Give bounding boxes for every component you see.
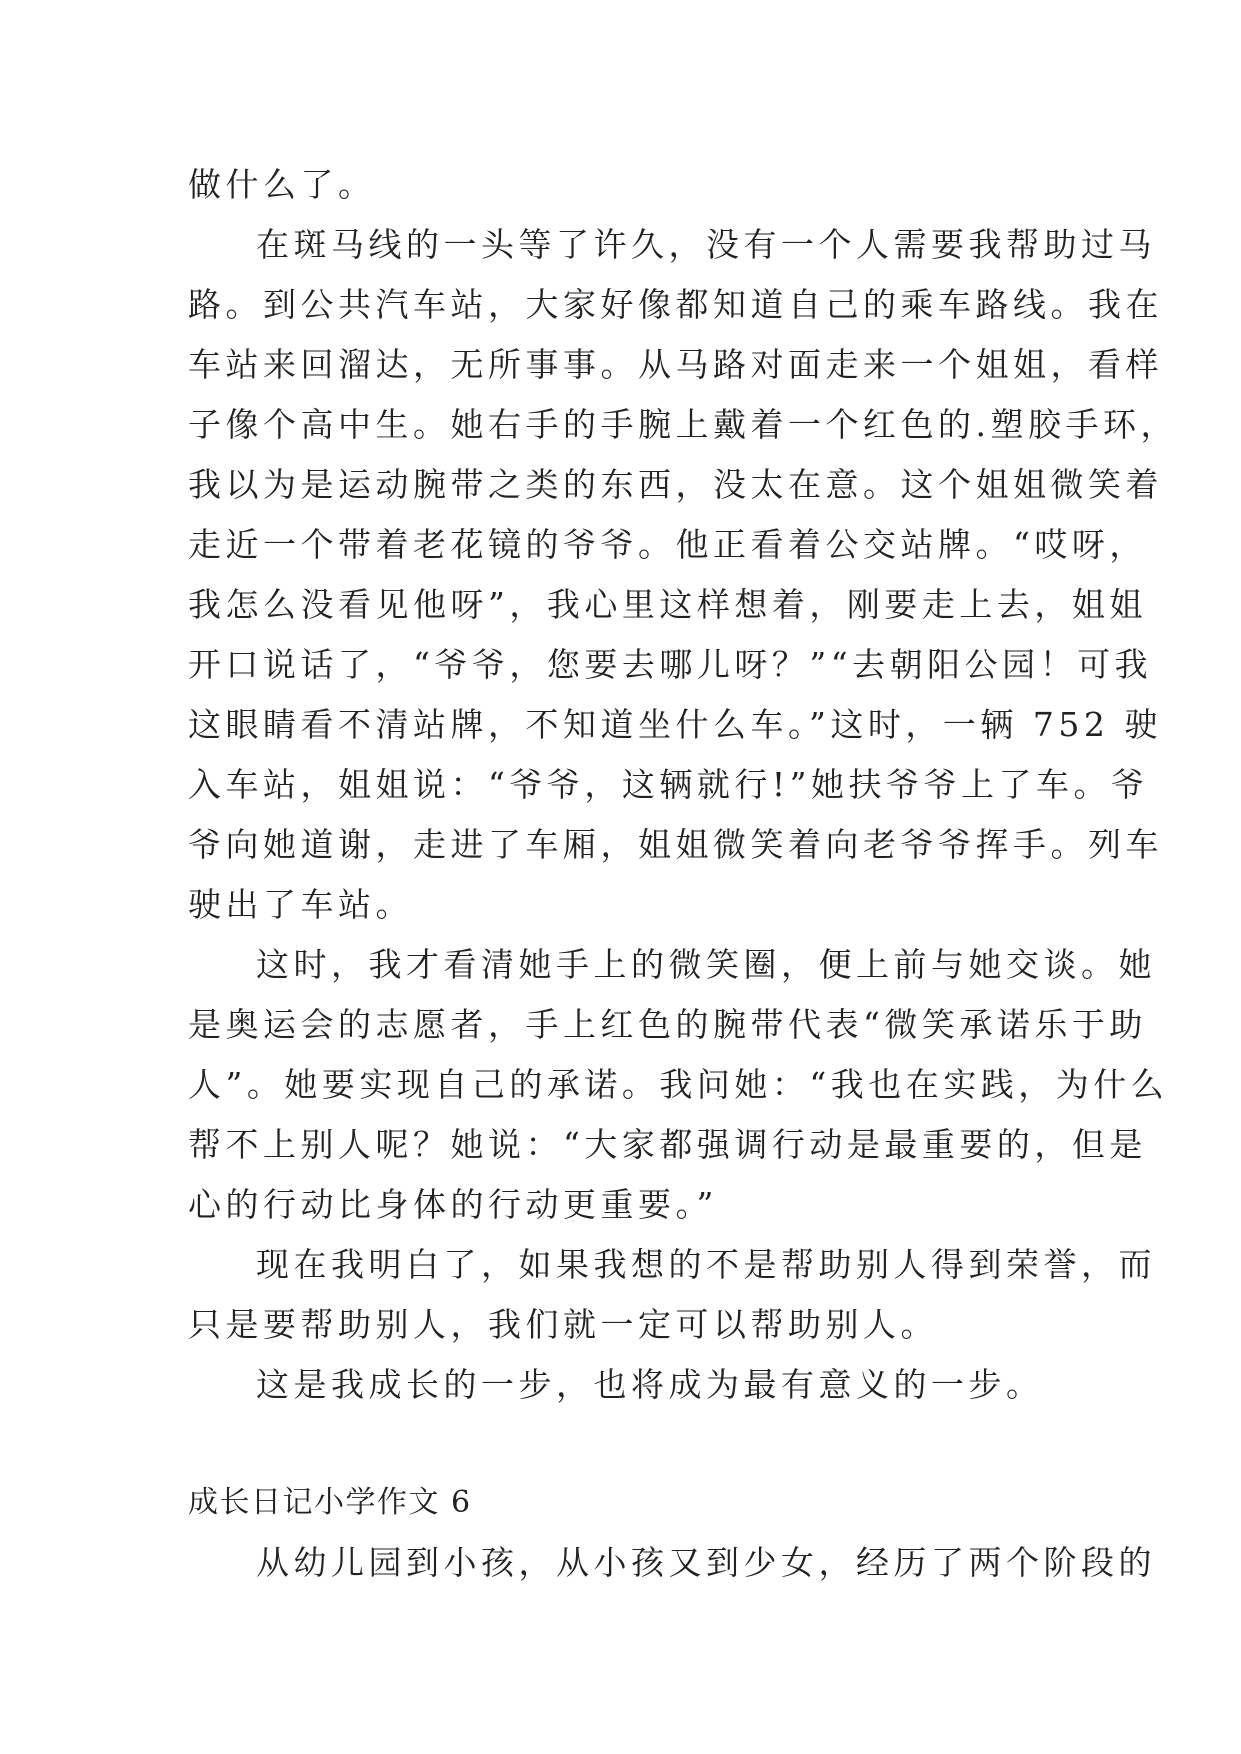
text-line: 这眼睛看不清站牌，不知道坐什么车。”这时，一辆 752 驶	[188, 705, 1162, 744]
section-heading: 成长日记小学作文 6	[188, 1485, 472, 1520]
text-line: 人”。她要实现自己的承诺。我问她：“我也在实践，为什么	[188, 1065, 1169, 1104]
section-gap	[188, 1415, 1058, 1473]
text-line: 路。到公共汽车站，大家好像都知道自己的乘车路线。我在	[188, 285, 1163, 324]
text-line: 心的行动比身体的行动更重要。”	[188, 1185, 718, 1224]
text-line: 这时，我才看清她手上的微笑圈，便上前与她交谈。她	[256, 945, 1156, 984]
document-page	[188, 155, 1178, 1593]
next-essay-body	[188, 1533, 1156, 1593]
text-line: 只是要帮助别人，我们就一定可以帮助别人。	[188, 1305, 938, 1344]
essay-body	[188, 155, 1178, 1415]
text-line: 爷向她道谢，走进了车厢，姐姐微笑着向老爷爷挥手。列车	[188, 825, 1163, 864]
text-line: 子像个高中生。她右手的手腕上戴着一个红色的.塑胶手环，	[188, 405, 1178, 444]
text-line: 从幼儿园到小孩，从小孩又到少女，经历了两个阶段的	[256, 1543, 1156, 1582]
text-line: 我以为是运动腕带之类的东西，没太在意。这个姐姐微笑着	[188, 465, 1163, 504]
text-line: 走近一个带着老花镜的爷爷。他正看着公交站牌。“哎呀，	[188, 525, 1147, 564]
text-line: 现在我明白了，如果我想的不是帮助别人得到荣誉，而	[256, 1245, 1156, 1284]
text-line: 开口说话了，“爷爷，您要去哪儿呀？”“去朝阳公园！可我	[188, 645, 1153, 684]
text-line: 驶出了车站。	[188, 885, 413, 924]
text-line: 帮不上别人呢？她说：“大家都强调行动是最重要的，但是	[188, 1125, 1147, 1164]
text-line: 这是我成长的一步，也将成为最有意义的一步。	[256, 1365, 1044, 1404]
text-line: 入车站，姐姐说：“爷爷，这辆就行!”她扶爷爷上了车。爷	[188, 765, 1149, 804]
text-line: 我怎么没看见他呀”，我心里这样想着，刚要走上去，姐姐	[188, 585, 1147, 624]
text-line: 在斑马线的一头等了许久，没有一个人需要我帮助过马	[256, 225, 1156, 264]
text-line: 车站来回溜达，无所事事。从马路对面走来一个姐姐，看样	[188, 345, 1163, 384]
text-line: 做什么了。	[188, 165, 376, 204]
text-line: 是奥运会的志愿者，手上红色的腕带代表“微笑承诺乐于助	[188, 1005, 1147, 1044]
